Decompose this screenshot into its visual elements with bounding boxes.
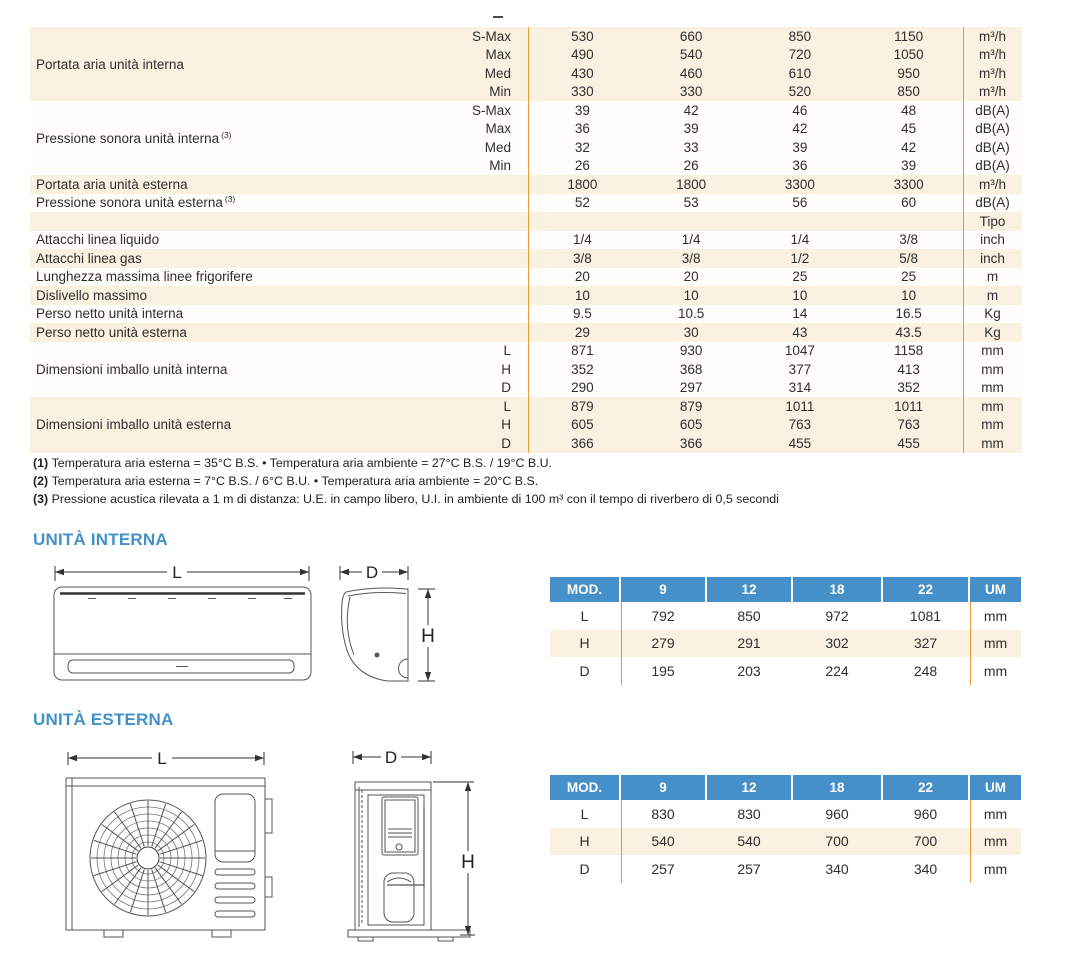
mini-header-cell: 9 (621, 577, 705, 602)
dim-unit: mm (983, 607, 1008, 624)
spec-value: 3300 (784, 176, 815, 192)
spec-sublabel: S-Max (471, 102, 511, 118)
spec-value: 368 (679, 361, 703, 377)
spec-value: 26 (574, 158, 590, 174)
spec-param-label (30, 305, 436, 324)
dim-unit: mm (983, 833, 1008, 850)
dim-label: H (579, 635, 590, 652)
spec-value: 1/4 (681, 232, 701, 248)
dim-value: 279 (651, 635, 675, 652)
spec-value: 530 (571, 28, 594, 44)
indoor-side-height-dimension (418, 589, 435, 681)
spec-value: 42 (792, 121, 808, 137)
spec-sublabel: Max (485, 47, 511, 63)
spec-value: 42 (901, 139, 917, 155)
spec-value: 25 (901, 269, 917, 285)
spec-param-text: Lunghezza massima linee frigorifere (36, 269, 253, 285)
spec-param-text: Dimensioni imballo unità interna (36, 361, 228, 377)
dim-value: 830 (651, 805, 675, 822)
spec-value: 43 (792, 324, 808, 340)
dim-value: 960 (825, 805, 849, 822)
spec-value: 352 (897, 380, 920, 396)
spec-group (30, 231, 1022, 250)
spec-param-text: Portata aria unità interna (36, 56, 184, 72)
spec-value: 20 (683, 269, 699, 285)
spec-value: 850 (788, 28, 812, 44)
spec-unit: dB(A) (975, 158, 1010, 174)
dim-value: 700 (913, 833, 938, 850)
spec-value: 3/8 (899, 232, 919, 248)
spec-row (430, 138, 1022, 157)
spec-value: 763 (788, 417, 812, 433)
section-heading-outdoor: UNITÀ ESTERNA (33, 710, 174, 729)
outdoor-side-outline (348, 782, 470, 941)
spec-row (430, 323, 1022, 342)
dim-value: 291 (737, 635, 761, 652)
footnote (33, 454, 779, 472)
dim-label: D (579, 860, 590, 877)
spec-value: 660 (679, 28, 703, 44)
dim-label-D: D (365, 563, 379, 582)
spec-value: 1011 (785, 398, 815, 414)
spec-value: 1/4 (572, 232, 592, 248)
dim-value: 302 (825, 635, 849, 652)
dim-value: 540 (651, 833, 675, 850)
spec-param-label (30, 342, 436, 398)
mini-header-cell: 22 (883, 577, 968, 602)
mini-table-rule (621, 602, 622, 685)
spec-param-label (30, 175, 436, 194)
dim-value: 850 (737, 607, 761, 624)
dim-label: D (579, 662, 590, 679)
footnote (33, 490, 779, 508)
spec-unit: dB(A) (975, 102, 1010, 118)
dim-label-L: L (157, 749, 167, 768)
spec-unit: m³/h (979, 28, 1006, 44)
dim-label-H: H (421, 626, 435, 647)
spec-param-text: Dimensioni imballo unità esterna (36, 417, 232, 433)
spec-unit: m³/h (979, 176, 1006, 192)
spec-value: 1050 (893, 47, 924, 63)
spec-group (30, 286, 1022, 305)
spec-sublabel: Min (489, 84, 511, 100)
mini-table-rule (621, 800, 622, 883)
spec-unit: inch (980, 250, 1005, 266)
spec-unit: inch (980, 232, 1005, 248)
spec-value: 3300 (893, 176, 924, 192)
spec-value: 1800 (567, 176, 598, 192)
footnote-marker: (1) (33, 456, 52, 470)
spec-param-footnote-ref: (3) (221, 129, 232, 140)
dim-unit: mm (983, 662, 1008, 679)
spec-value: 930 (679, 343, 703, 359)
spec-param-footnote-ref: (3) (224, 194, 236, 205)
spec-value: 455 (897, 435, 920, 451)
mini-header-cell: MOD. (550, 577, 619, 602)
spec-value: 1150 (894, 28, 924, 44)
spec-sublabel: D (501, 435, 511, 451)
dim-value: 540 (737, 833, 761, 850)
spec-row (430, 286, 1022, 305)
spec-row (430, 27, 1022, 46)
mini-header-cell: UM (970, 775, 1021, 800)
spec-value: 36 (792, 158, 808, 174)
mini-table-header (550, 577, 1021, 602)
spec-row (430, 212, 1022, 231)
spec-unit: m³/h (979, 84, 1006, 100)
dim-value: 327 (913, 635, 938, 652)
dim-label-L: L (172, 563, 182, 582)
spec-param-label (30, 212, 436, 231)
spec-value: 52 (574, 195, 590, 211)
spec-row (430, 268, 1022, 287)
spec-group (30, 27, 1022, 101)
spec-unit: mm (981, 380, 1004, 396)
spec-value: 10 (901, 287, 917, 303)
spec-group (30, 397, 1022, 453)
spec-sublabel: S-Max (471, 28, 511, 44)
footnote-text: Temperatura aria esterna = 35°C B.S. • Temperatura aria ambiente = 27°C B.S. / 19°C B.U. (51, 456, 552, 470)
spec-row (430, 397, 1022, 416)
outdoor-side-height-dimension (433, 782, 475, 935)
spec-value: 10.5 (677, 306, 705, 322)
spec-value: 26 (683, 158, 699, 174)
spec-unit: mm (981, 417, 1004, 433)
page-edge-artifact (493, 16, 503, 18)
spec-param-text: Attacchi linea liquido (36, 232, 160, 248)
spec-group (30, 101, 1022, 175)
outdoor-front-width-dimension (68, 749, 264, 768)
dim-unit: mm (983, 805, 1008, 822)
spec-group (30, 212, 1022, 231)
spec-row (430, 379, 1022, 398)
footnote-text: Pressione acustica rilevata a 1 m di distanza: U.E. in campo libero, U.I. in ambiente di 100 m³ con il tempo di riverbero di 0,5 secondi (51, 492, 779, 507)
spec-param-text: Perso netto unità esterna (36, 324, 187, 340)
spec-param-text: Attacchi linea gas (36, 250, 142, 266)
spec-param-label (30, 194, 436, 213)
spec-param-label (30, 231, 436, 250)
spec-unit: Kg (984, 306, 1001, 322)
spec-sublabel: H (501, 417, 511, 433)
dim-label-H: H (461, 852, 475, 873)
outdoor-side-depth-dimension (353, 748, 431, 767)
mini-header-cell: 18 (793, 775, 881, 800)
spec-value: 763 (897, 417, 920, 433)
spec-param-text: Pressione sonora unità interna (36, 130, 220, 146)
spec-value: 56 (792, 195, 808, 211)
spec-unit: m³/h (979, 65, 1006, 81)
spec-row (430, 175, 1022, 194)
spec-value: 29 (574, 324, 590, 340)
spec-group (30, 249, 1022, 268)
spec-row (430, 416, 1022, 435)
spec-value: 10 (574, 287, 590, 303)
spec-value: 25 (792, 269, 808, 285)
dim-label: H (579, 833, 590, 850)
spec-unit: dB(A) (975, 121, 1010, 137)
spec-unit: dB(A) (975, 195, 1010, 211)
spec-param-label (30, 27, 436, 101)
spec-value: 605 (679, 417, 703, 433)
indoor-side-outline (342, 588, 408, 681)
dim-label: L (580, 607, 589, 624)
spec-value: 413 (897, 361, 920, 377)
spec-value: 45 (901, 121, 917, 137)
spec-param-label (30, 323, 436, 342)
spec-row (430, 305, 1022, 324)
spec-value: 605 (571, 417, 594, 433)
dim-value: 340 (913, 860, 938, 877)
spec-value: 850 (897, 84, 920, 100)
spec-sublabel: Med (484, 139, 511, 155)
spec-value: 3/8 (572, 250, 592, 266)
spec-value: 39 (901, 158, 917, 174)
footnotes (33, 454, 779, 509)
spec-group (30, 305, 1022, 324)
spec-value: 36 (574, 121, 590, 137)
dim-label: L (580, 805, 589, 822)
spec-param-label (30, 249, 436, 268)
main-spec-table (30, 27, 1022, 453)
spec-value: 1158 (894, 343, 924, 359)
spec-sublabel: L (503, 343, 511, 359)
dim-unit: mm (983, 860, 1008, 877)
dim-value: 700 (825, 833, 849, 850)
mini-header-cell: 12 (707, 577, 791, 602)
mini-header-cell: 18 (793, 577, 881, 602)
mini-table-rule (970, 800, 971, 883)
dim-label-D: D (384, 748, 398, 767)
spec-row (430, 101, 1022, 120)
spec-value: 290 (571, 380, 594, 396)
footnote (33, 472, 779, 490)
spec-value: 20 (574, 269, 590, 285)
spec-value: 30 (683, 324, 699, 340)
spec-value: 10 (683, 287, 699, 303)
spec-value: 53 (683, 195, 699, 211)
spec-value: 14 (792, 306, 808, 322)
spec-param-text: Pressione sonora unità esterna (36, 195, 223, 211)
spec-unit: mm (981, 435, 1004, 451)
spec-row (430, 342, 1022, 361)
spec-row (430, 231, 1022, 250)
indoor-unit-front-drawing (48, 558, 323, 693)
spec-sublabel: D (501, 380, 511, 396)
mini-header-cell: MOD. (550, 775, 619, 800)
spec-group (30, 342, 1022, 398)
outdoor-unit-side-drawing (340, 745, 480, 945)
outdoor-front-outline (66, 778, 272, 937)
footnote-marker: (2) (33, 474, 52, 489)
spec-group (30, 268, 1022, 287)
indoor-front-outline (54, 587, 311, 680)
spec-value: 9.5 (572, 306, 592, 322)
dim-value: 203 (737, 662, 761, 679)
spec-value: 352 (571, 361, 594, 377)
dim-unit: mm (983, 635, 1008, 652)
main-spec-table-rows (30, 27, 1022, 453)
spec-unit: mm (981, 398, 1004, 414)
spec-unit: mm (981, 361, 1004, 377)
spec-value: 879 (571, 398, 594, 414)
spec-row (430, 46, 1022, 65)
footnote-marker: (3) (33, 492, 52, 507)
spec-param-label (30, 268, 436, 287)
mini-table-rule (970, 602, 971, 685)
spec-unit: mm (981, 343, 1004, 359)
spec-value: 490 (571, 47, 594, 63)
spec-sublabel: Max (485, 121, 511, 137)
indoor-side-depth-dimension (340, 563, 408, 582)
spec-value: 366 (571, 435, 594, 451)
spec-value: 48 (901, 102, 917, 118)
spec-value: 366 (679, 435, 703, 451)
spec-value: 460 (679, 65, 703, 81)
spec-value: 60 (901, 195, 917, 211)
spec-sublabel: L (503, 398, 511, 414)
spec-sublabel: Med (484, 65, 511, 81)
dim-value: 195 (651, 662, 675, 679)
spec-row (430, 360, 1022, 379)
spec-value: 39 (683, 121, 699, 137)
dim-value: 224 (825, 662, 849, 679)
spec-unit: Kg (984, 324, 1001, 340)
spec-row (430, 249, 1022, 268)
spec-value: 42 (683, 102, 699, 118)
spec-sublabel: H (501, 361, 511, 377)
mini-header-cell: 22 (883, 775, 968, 800)
spec-unit: Tipo (979, 213, 1006, 229)
dim-value: 960 (913, 805, 938, 822)
indoor-front-width-dimension (55, 563, 309, 582)
dim-value: 830 (737, 805, 761, 822)
dim-value: 257 (651, 860, 675, 877)
spec-value: 720 (788, 47, 812, 63)
spec-sublabel: Min (489, 158, 511, 174)
spec-value: 16.5 (895, 306, 922, 322)
spec-value: 39 (792, 139, 808, 155)
footnote-text: Temperatura aria esterna = 7°C B.S. / 6°C B.U. • Temperatura aria ambiente = 20°C B.S. (51, 474, 539, 489)
spec-param-text: Portata aria unità esterna (36, 176, 188, 192)
indoor-unit-side-drawing (330, 555, 480, 705)
spec-row (430, 120, 1022, 139)
outdoor-unit-front-drawing (60, 745, 280, 940)
spec-unit: dB(A) (975, 139, 1010, 155)
spec-value: 3/8 (681, 250, 701, 266)
spec-row (430, 157, 1022, 176)
dim-value: 248 (913, 662, 938, 679)
spec-value: 455 (788, 435, 812, 451)
spec-param-text: Perso netto unità interna (36, 306, 184, 322)
dim-value: 257 (737, 860, 761, 877)
spec-value: 540 (679, 47, 703, 63)
outdoor-dim-table (550, 775, 1021, 883)
spec-value: 33 (683, 139, 699, 155)
mini-table-header (550, 775, 1021, 800)
dim-value: 792 (651, 607, 675, 624)
indoor-dim-table (550, 577, 1021, 685)
spec-value: 43.5 (895, 324, 922, 340)
spec-param-label (30, 397, 436, 453)
spec-group (30, 323, 1022, 342)
spec-value: 32 (574, 139, 590, 155)
spec-value: 871 (571, 343, 594, 359)
spec-group (30, 175, 1022, 194)
spec-group (30, 194, 1022, 213)
spec-unit: m³/h (979, 47, 1006, 63)
spec-value: 330 (679, 84, 703, 100)
spec-value: 46 (792, 102, 808, 118)
spec-unit: m (986, 269, 999, 285)
spec-row (430, 434, 1022, 453)
section-heading-indoor: UNITÀ INTERNA (33, 530, 168, 549)
spec-param-label (30, 101, 436, 175)
spec-value: 1011 (894, 398, 924, 414)
spec-value: 950 (897, 65, 920, 81)
spec-value: 879 (679, 398, 703, 414)
dim-value: 972 (825, 607, 849, 624)
mini-header-cell: 9 (621, 775, 705, 800)
mini-header-cell: UM (970, 577, 1021, 602)
dim-value: 340 (825, 860, 849, 877)
spec-row (430, 194, 1022, 213)
spec-param-label (30, 286, 436, 305)
spec-value: 5/8 (899, 250, 919, 266)
spec-unit: m (986, 287, 999, 303)
spec-value: 1047 (784, 343, 815, 359)
spec-value: 430 (571, 65, 594, 81)
spec-value: 520 (788, 84, 812, 100)
mini-header-cell: 12 (707, 775, 791, 800)
spec-value: 610 (788, 65, 812, 81)
spec-value: 39 (574, 102, 590, 118)
spec-value: 1/2 (790, 250, 810, 266)
spec-value: 377 (788, 361, 812, 377)
spec-value: 10 (792, 287, 808, 303)
spec-value: 297 (679, 380, 703, 396)
spec-value: 1800 (676, 176, 707, 192)
spec-row (430, 64, 1022, 83)
spec-value: 314 (788, 380, 812, 396)
spec-value: 1/4 (790, 232, 810, 248)
spec-value: 330 (571, 84, 594, 100)
dim-value: 1081 (909, 607, 942, 624)
spec-row (430, 83, 1022, 102)
spec-param-text: Dislivello massimo (36, 287, 148, 303)
